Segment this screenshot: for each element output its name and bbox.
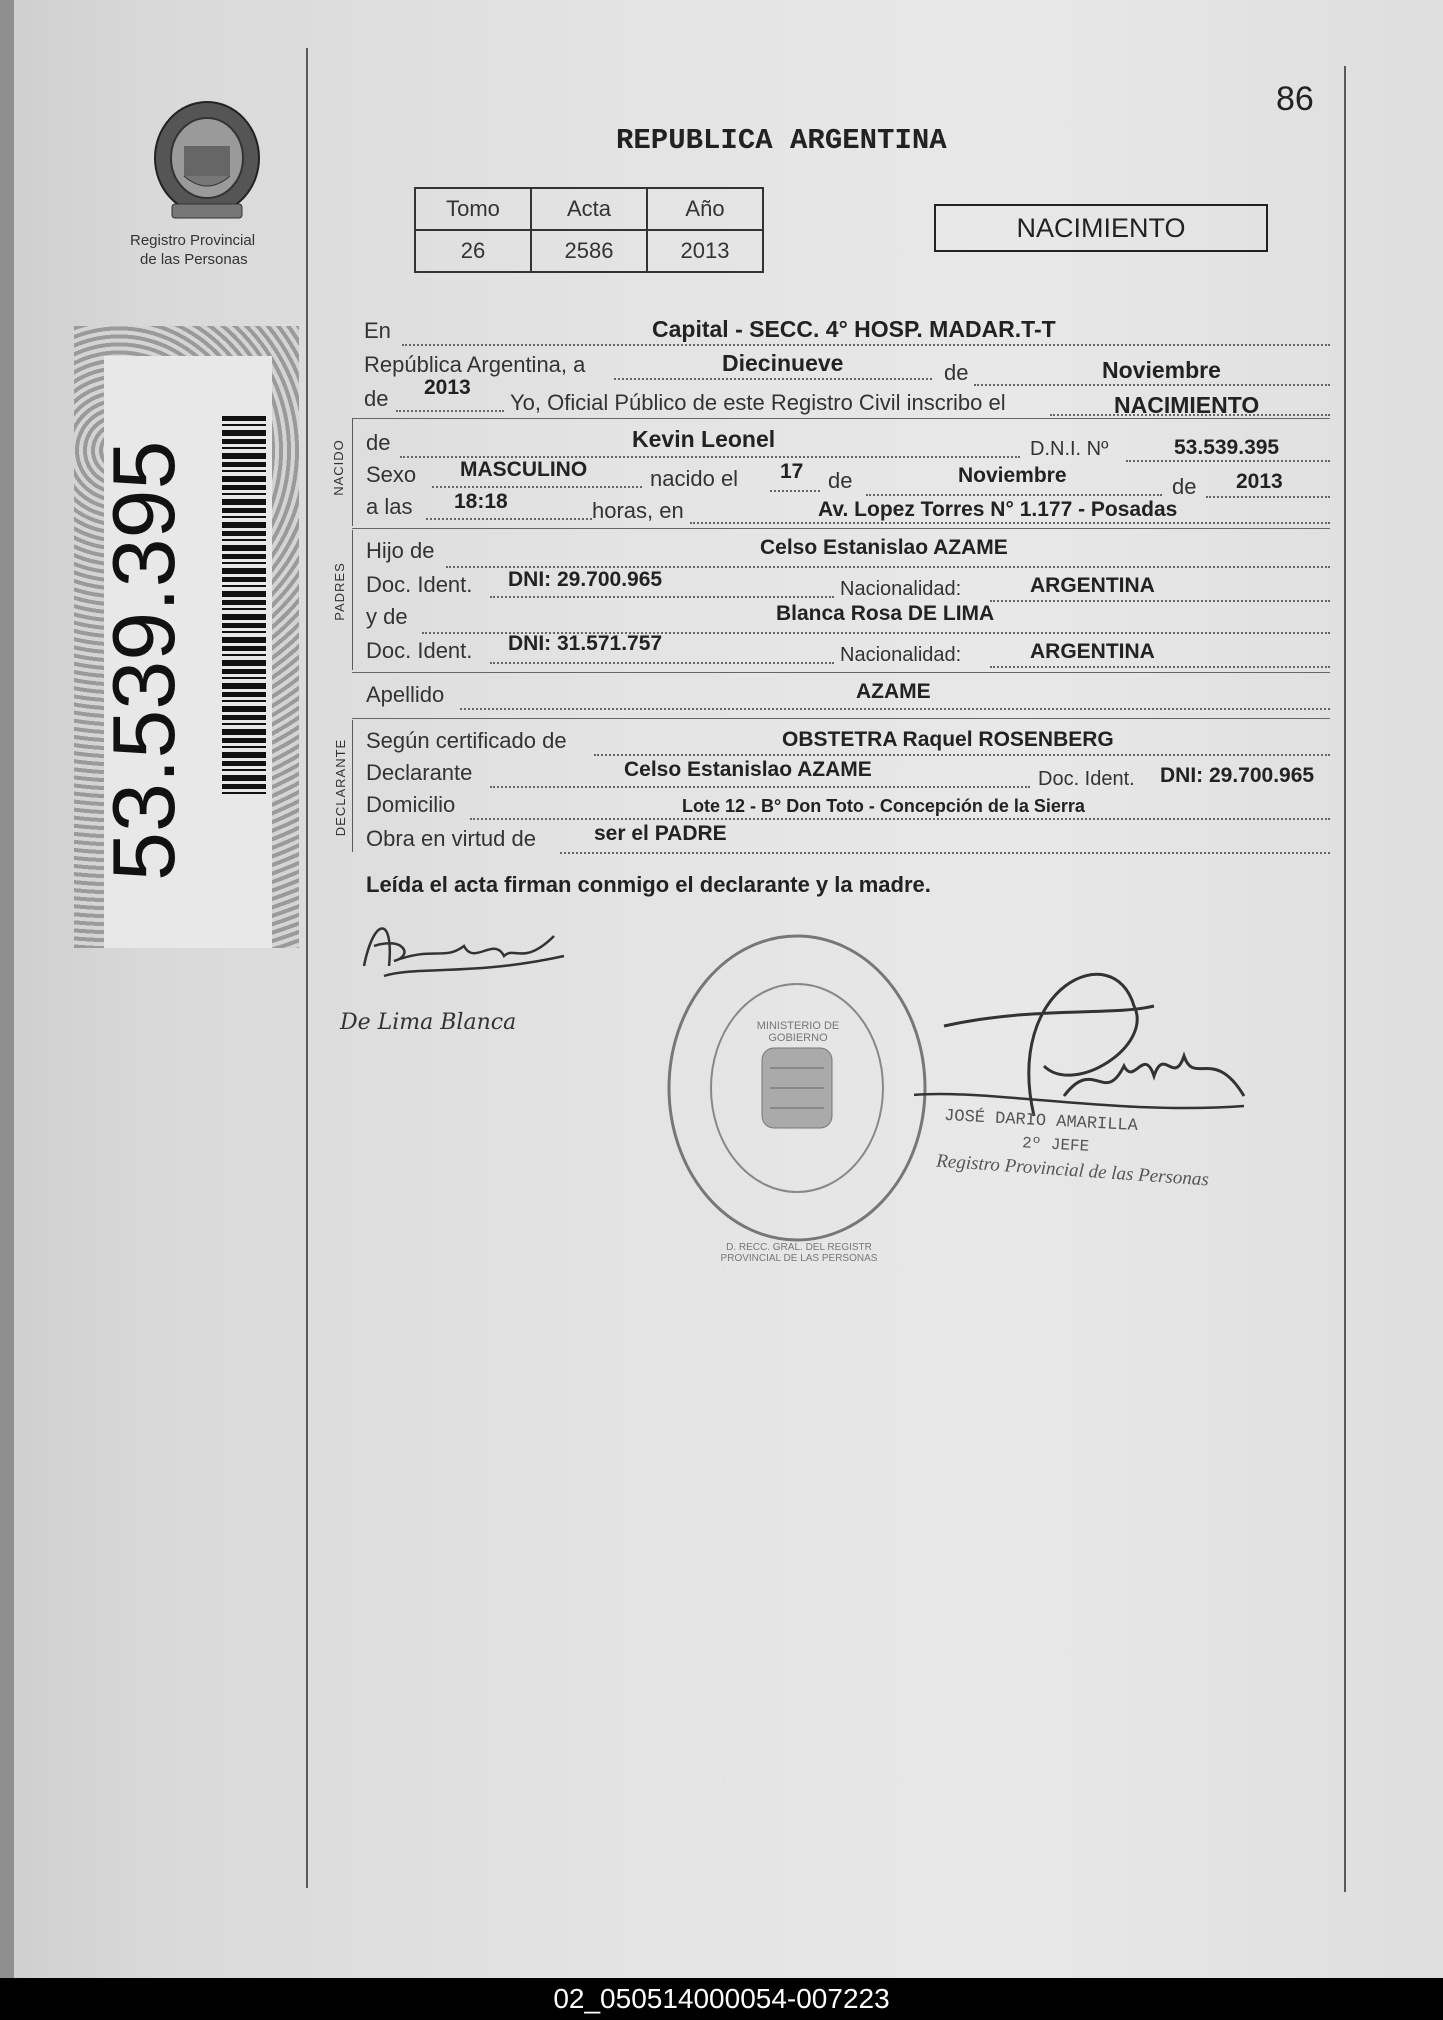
dotline-5d: [1206, 496, 1330, 498]
label-doc-ident-padre: Doc. Ident.: [366, 572, 473, 597]
value-lugar: Capital - SECC. 4° HOSP. MADAR.T-T: [652, 316, 1056, 342]
dotline-4b: [1126, 460, 1330, 462]
label-a-las: a las: [366, 494, 413, 519]
footer-code: 02_050514000054-007223: [0, 1978, 1443, 2020]
value-madre: Blanca Rosa DE LIMA: [776, 602, 995, 625]
value-hora: 18:18: [454, 490, 508, 513]
dotline-8b: [990, 600, 1330, 602]
label-nacido-el: nacido el: [650, 466, 739, 491]
dotline-1: [402, 344, 1330, 346]
record-type-box: [934, 204, 1268, 252]
record-header-anio: Año: [647, 188, 763, 230]
value-madre-nac: ARGENTINA: [1030, 640, 1155, 663]
value-declarante: Celso Estanislao AZAME: [624, 758, 872, 781]
logo-caption-line2: de las Personas: [140, 251, 248, 268]
record-table: [414, 187, 764, 273]
value-nac-anio: 2013: [1236, 470, 1283, 493]
separator-padres: [352, 528, 1330, 529]
value-inscribo: NACIMIENTO: [1114, 392, 1260, 418]
dotline-15: [560, 852, 1330, 854]
label-doc-ident-declarante: Doc. Ident.: [1038, 768, 1135, 790]
bracket-padres: [352, 530, 353, 670]
barcode-inner: [94, 356, 272, 948]
dotline-2a: [614, 378, 932, 380]
label-en: En: [364, 318, 391, 343]
seal-inner-label: MINISTERIO DE GOBIERNO: [756, 1020, 840, 1044]
document-title: REPUBLICA ARGENTINA: [616, 124, 947, 157]
value-anio: 2013: [424, 376, 471, 399]
value-apellido: AZAME: [856, 680, 931, 703]
separator-declarante: [352, 718, 1330, 719]
document-page: [14, 0, 1443, 1978]
official-office: Registro Provincial de las Personas: [935, 1150, 1210, 1191]
mother-signature: De Lima Blanca: [340, 1010, 517, 1035]
dotline-5c: [866, 494, 1162, 496]
dotline-12: [594, 754, 1330, 756]
seal-outer-label: D. RECC. GRAL. DEL REGISTR PROVINCIAL DE LAS PERSONAS: [720, 1242, 878, 1264]
value-sexo: MASCULINO: [460, 458, 588, 481]
barcode-bars: [222, 416, 266, 796]
barcode-panel: [74, 326, 299, 948]
seal-outer-text: [704, 1242, 894, 1264]
section-label-padres: PADRES: [331, 562, 347, 621]
seal-inner-text: [738, 1020, 858, 1044]
label-obra: Obra en virtud de: [366, 826, 536, 851]
value-padre: Celso Estanislao AZAME: [760, 536, 1008, 559]
dotline-6a: [426, 518, 592, 520]
label-domicilio: Domicilio: [366, 792, 456, 817]
province-logo: [132, 96, 282, 226]
barcode-number: 53.539.395: [94, 440, 193, 881]
separator-apellido: [352, 672, 1330, 673]
official-seal-icon: [662, 928, 932, 1248]
value-nac-dia: 17: [780, 460, 804, 483]
value-obra: ser el PADRE: [594, 822, 727, 845]
record-type: NACIMIENTO: [1016, 213, 1186, 243]
value-declarante-doc: DNI: 29.700.965: [1160, 764, 1315, 787]
value-dia: Diecinueve: [722, 350, 844, 376]
record-header-acta: Acta: [531, 188, 647, 230]
value-padre-nac: ARGENTINA: [1030, 574, 1155, 597]
dotline-2b: [974, 384, 1330, 386]
value-madre-doc: DNI: 31.571.757: [508, 632, 663, 655]
value-nombre: Kevin Leonel: [632, 426, 776, 452]
section-label-declarante: DECLARANTE: [333, 738, 349, 837]
dotline-5b: [770, 490, 820, 492]
dotline-5a: [432, 486, 642, 488]
closing-statement: Leída el acta firman conmigo el declarante y la madre.: [366, 872, 931, 897]
record-value-tomo: 26: [415, 230, 531, 272]
section-label-nacido: NACIDO: [330, 439, 346, 496]
label-apellido: Apellido: [366, 682, 445, 707]
label-dni: D.N.I. Nº: [1030, 438, 1109, 460]
dotline-10b: [990, 666, 1330, 668]
value-padre-doc: DNI: 29.700.965: [508, 568, 663, 591]
official-title: 2º JEFE: [1021, 1134, 1090, 1156]
dotline-10a: [490, 662, 834, 664]
dotline-11: [460, 708, 1330, 710]
label-yo: Yo, Oficial Público de este Registro Civil inscribo el: [510, 390, 1006, 415]
dotline-3a: [396, 410, 504, 412]
label-nacionalidad-madre: Nacionalidad:: [840, 644, 962, 666]
label-nacionalidad-padre: Nacionalidad:: [840, 578, 962, 600]
dotline-8a: [490, 596, 834, 598]
official-name: JOSÉ DARIO AMARILLA: [943, 1106, 1139, 1137]
value-lugar-nac: Av. Lopez Torres N° 1.177 - Posadas: [818, 498, 1178, 521]
record-value-acta: 2586: [531, 230, 647, 272]
label-de-nombre: de: [366, 430, 391, 455]
bracket-nacido: [352, 418, 353, 526]
misiones-crest-icon: [132, 96, 282, 226]
label-sexo: Sexo: [366, 462, 417, 487]
value-dni: 53.539.395: [1174, 436, 1280, 459]
label-segun: Según certificado de: [366, 728, 567, 753]
label-horas-en: horas, en: [592, 498, 684, 523]
label-de-nac-mes: de: [828, 468, 853, 493]
value-mes: Noviembre: [1102, 357, 1221, 383]
value-certificado: OBSTETRA Raquel ROSENBERG: [782, 728, 1114, 751]
record-value-anio: 2013: [647, 230, 763, 272]
label-declarante: Declarante: [366, 760, 473, 785]
logo-caption-line1: Registro Provincial: [130, 232, 256, 249]
label-y-de: y de: [366, 604, 408, 629]
dotline-14: [470, 818, 1330, 820]
label-de-nac-anio: de: [1172, 474, 1197, 499]
label-doc-ident-madre: Doc. Ident.: [366, 638, 473, 663]
label-republica: República Argentina, a: [364, 352, 586, 377]
label-de-anio: de: [364, 386, 389, 411]
left-margin-line: [306, 48, 308, 1888]
value-nac-mes: Noviembre: [958, 464, 1067, 487]
dotline-13a: [490, 786, 1030, 788]
label-de-mes: de: [944, 360, 969, 385]
right-margin-line: [1344, 66, 1346, 1892]
label-hijo-de: Hijo de: [366, 538, 435, 563]
bracket-declarante: [352, 720, 353, 852]
declarant-signature: [354, 906, 574, 996]
page-number: 86: [1276, 80, 1314, 118]
value-domicilio: Lote 12 - B° Don Toto - Concepción de la Sierra: [682, 796, 1085, 816]
dotline-6b: [690, 522, 1330, 524]
record-header-tomo: Tomo: [415, 188, 531, 230]
